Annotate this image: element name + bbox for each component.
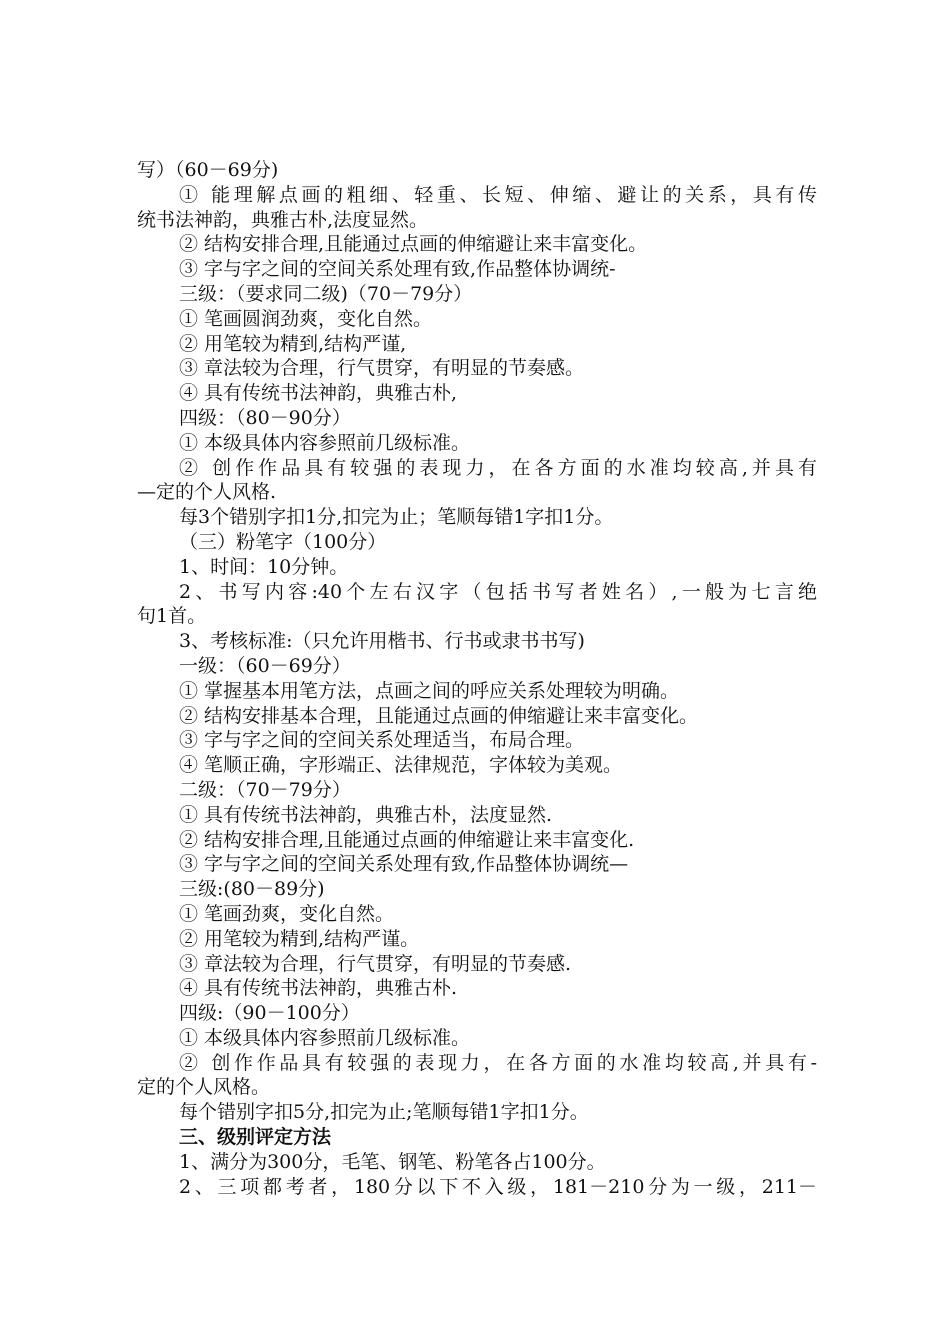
text-line: 1、满分为300分，毛笔、钢笔、粉笔各占100分。: [179, 1150, 606, 1173]
section-heading: 三、级别评定方法: [179, 1126, 332, 1149]
text-line: ① 能理解点画的粗细、轻重、长短、伸缩、避让的关系，具有传: [179, 183, 817, 206]
text-line: 每3个错别字扣1分,扣完为止；笔顺每错1字扣1分。: [179, 506, 614, 529]
text-line: ③ 字与字之间的空间关系处理有致,作品整体协调统-: [179, 258, 616, 281]
text-line: 句1首。: [137, 605, 207, 628]
text-line: 2、书写内容:40个左右汉字（包括书写者姓名）,一般为七言绝: [179, 580, 817, 603]
text-line: ① 具有传统书法神韵，典雅古朴，法度显然.: [179, 803, 553, 826]
text-line: ② 结构安排基本合理，且能通过点画的伸缩避让来丰富变化。: [179, 704, 699, 727]
text-line: 统书法神韵，典雅古朴,法度显然。: [137, 208, 429, 231]
text-line: ② 用笔较为精到,结构严谨。: [179, 927, 420, 950]
text-line: ① 本级具体内容参照前几级标准。: [179, 431, 471, 454]
text-line: ② 结构安排合理,且能通过点画的伸缩避让来丰富变化.: [179, 828, 635, 851]
text-line: ④ 具有传统书法神韵，典雅古朴,: [179, 382, 458, 405]
text-line: —定的个人风格.: [137, 481, 277, 504]
section-heading: （三）粉笔字（100分）: [179, 530, 387, 553]
text-line: ② 创作作品具有较强的表现力，在各方面的水准均较高,并具有-: [179, 1051, 817, 1074]
text-line: ④ 笔顺正确，字形端正、法律规范，字体较为美观。: [179, 754, 623, 777]
level-heading: 三级:(80－89分): [179, 878, 325, 901]
text-line: ② 创作作品具有较强的表现力，在各方面的水准均较高,并具有: [179, 456, 817, 479]
level-heading: 四级:（90－100分）: [179, 1002, 360, 1025]
text-line: 写）（60－69分): [137, 159, 279, 181]
document-body: [137, 158, 817, 1199]
level-heading: 一级：（60－69分）: [179, 654, 351, 677]
text-line: 3、考核标准:（只允许用楷书、行书或隶书书写): [179, 630, 585, 653]
level-heading: 四级：（80－90分）: [179, 406, 351, 429]
text-line: ② 结构安排合理,且能通过点画的伸缩避让来丰富变化。: [179, 233, 648, 256]
text-line: 定的个人风格。: [137, 1076, 271, 1099]
text-line: ① 掌握基本用笔方法，点画之间的呼应关系处理较为明确。: [179, 679, 680, 702]
text-line: 2、三项都考者，180分以下不入级，181－210分为一级，211－: [179, 1175, 817, 1198]
text-line: 每个错别字扣5分,扣完为止;笔顺每错1字扣1分。: [179, 1101, 589, 1124]
level-heading: 三级：（要求同二级)（70－79分）: [179, 282, 473, 305]
text-line: ① 笔画劲爽，变化自然。: [179, 902, 395, 925]
text-line: ④ 具有传统书法神韵，典雅古朴.: [179, 977, 458, 1000]
level-heading: 二级：（70－79分）: [179, 778, 351, 801]
text-line: ① 笔画圆润劲爽，变化自然。: [179, 307, 433, 330]
text-line: ③ 字与字之间的空间关系处理适当，布局合理。: [179, 729, 585, 752]
text-line: ③ 字与字之间的空间关系处理有致,作品整体协调统—: [179, 853, 629, 876]
text-line: ③ 章法较为合理，行气贯穿，有明显的节奏感.: [179, 952, 572, 975]
text-line: ③ 章法较为合理，行气贯穿，有明显的节奏感。: [179, 357, 585, 380]
text-line: ① 本级具体内容参照前几级标准。: [179, 1026, 471, 1049]
text-line: ② 用笔较为精到,结构严谨,: [179, 332, 407, 355]
text-line: 1、时间：10分钟。: [179, 555, 349, 578]
